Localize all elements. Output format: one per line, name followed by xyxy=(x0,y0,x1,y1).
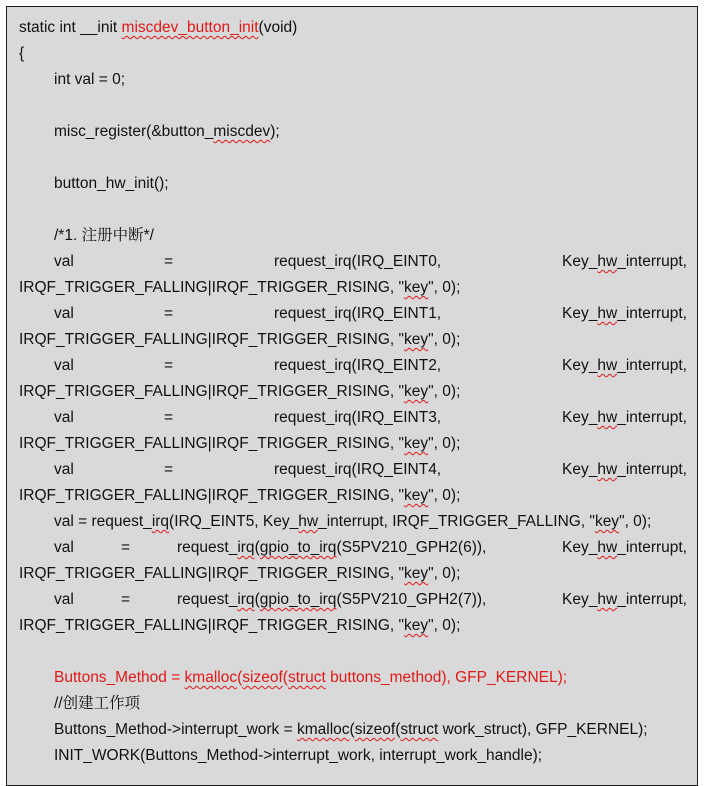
code-text: key xyxy=(404,617,429,634)
code-text: Key_ xyxy=(562,253,598,270)
code-text: _interrupt, xyxy=(617,357,687,374)
code-text: hw xyxy=(597,357,618,374)
code-text: static int __init xyxy=(19,19,122,36)
code-text: ( xyxy=(254,539,260,556)
code-text: ", 0); xyxy=(428,279,461,296)
code-text: ( xyxy=(254,591,260,608)
code-text: irq xyxy=(237,539,255,556)
code-line-misc-register xyxy=(54,119,280,145)
code-line-trigger-flags xyxy=(19,483,460,509)
code-text: (S5PV210_GPH2(6)), xyxy=(336,539,487,556)
code-line-val-decl: int val = 0; xyxy=(54,71,126,88)
code-text: hw xyxy=(298,513,319,530)
function-name: miscdev_button_init xyxy=(121,19,259,36)
code-text: hw xyxy=(597,305,618,322)
code-line-trigger-flags xyxy=(19,561,460,587)
code-text: _interrupt, xyxy=(617,409,687,426)
code-text: IRQF_TRIGGER_FALLING|IRQF_TRIGGER_RISING, " xyxy=(19,487,405,504)
code-text: key xyxy=(404,279,429,296)
code-text: (IRQ_EINT3, xyxy=(351,409,442,426)
code-line-request-irq xyxy=(274,457,441,483)
code-line-key-handler xyxy=(562,535,687,561)
code-line-val: val xyxy=(54,539,74,556)
code-text: request_ xyxy=(177,591,238,608)
code-text: IRQF_TRIGGER_FALLING|IRQF_TRIGGER_RISING, " xyxy=(19,279,405,296)
code-line-init-work: INIT_WORK(Buttons_Method->interrupt_work, interrupt_work_handle); xyxy=(54,747,543,764)
code-line-key-handler xyxy=(562,353,687,379)
code-text: IRQF_TRIGGER_FALLING|IRQF_TRIGGER_RISING, " xyxy=(19,383,405,400)
code-text: Key_ xyxy=(562,305,598,322)
code-text: Key_ xyxy=(562,539,598,556)
code-text: (void) xyxy=(258,19,298,36)
code-text: buttons_method), GFP_KERNEL); xyxy=(325,669,568,686)
code-text: request_irq xyxy=(274,409,352,426)
code-line-val: val xyxy=(54,305,74,322)
code-text: IRQF_TRIGGER_FALLING|IRQF_TRIGGER_RISING, " xyxy=(19,565,405,582)
code-text: hw xyxy=(597,461,618,478)
code-text: IRQF_TRIGGER_FALLING|IRQF_TRIGGER_RISING, " xyxy=(19,617,405,634)
code-text: Buttons_Method->interrupt_work = xyxy=(54,721,297,738)
code-text: hw xyxy=(597,539,618,556)
code-line-key-handler xyxy=(562,405,687,431)
code-text: request_ xyxy=(177,539,238,556)
code-line-val: val xyxy=(54,409,74,426)
code-text: ", 0); xyxy=(428,617,461,634)
code-text: hw xyxy=(597,409,618,426)
code-text: ( xyxy=(282,669,288,686)
code-text: (S5PV210_GPH2(7)), xyxy=(336,591,487,608)
code-text: ( xyxy=(237,669,243,686)
code-text: irq xyxy=(237,591,255,608)
code-text: ); xyxy=(270,123,280,140)
code-text: misc_register(&button_ xyxy=(54,123,214,140)
code-text: key xyxy=(594,513,620,530)
code-text: _interrupt, xyxy=(617,539,687,556)
code-line-eq: = xyxy=(121,539,131,556)
code-text: _interrupt, xyxy=(617,591,687,608)
code-text: gpio_to_irq xyxy=(259,591,337,608)
code-line-request-irq xyxy=(274,301,441,327)
code-text: Key_ xyxy=(562,357,598,374)
code-text: Key_ xyxy=(562,461,598,478)
code-text: (IRQ_EINT0, xyxy=(351,253,442,270)
code-line-request-irq xyxy=(274,405,441,431)
code-line-request-irq xyxy=(274,353,441,379)
code-line-trigger-flags xyxy=(19,431,460,457)
code-text: IRQF_TRIGGER_FALLING|IRQF_TRIGGER_RISING, " xyxy=(19,435,405,452)
code-line-eq: = xyxy=(164,409,174,426)
code-line-kmalloc-buttons-method xyxy=(54,665,567,691)
code-text: work_struct), GFP_KERNEL); xyxy=(438,721,648,738)
code-text: key xyxy=(404,435,429,452)
code-text: sizeof xyxy=(354,721,396,738)
code-line-open-brace: { xyxy=(19,45,25,62)
code-text: key xyxy=(404,565,429,582)
code-text: ", 0); xyxy=(428,383,461,400)
code-text: ( xyxy=(349,721,355,738)
code-line-key-handler xyxy=(562,587,687,613)
code-text: _interrupt, xyxy=(617,253,687,270)
code-text: ", 0); xyxy=(428,435,461,452)
code-text: irq xyxy=(151,513,170,530)
code-text: ", 0); xyxy=(619,513,652,530)
code-text: _interrupt, IRQF_TRIGGER_FALLING, " xyxy=(318,513,595,530)
code-text: ", 0); xyxy=(428,487,461,504)
code-text: _interrupt, xyxy=(617,461,687,478)
code-text: request_irq xyxy=(274,461,352,478)
code-line-hw-init: button_hw_init(); xyxy=(54,175,169,192)
code-text: key xyxy=(404,487,429,504)
code-line-request-irq-gpio xyxy=(177,587,486,613)
code-text: ", 0); xyxy=(428,565,461,582)
code-line-eq: = xyxy=(164,357,174,374)
code-text: ", 0); xyxy=(428,331,461,348)
code-line-key-handler xyxy=(562,301,687,327)
code-text: sizeof xyxy=(242,669,283,686)
code-text: request_irq xyxy=(274,253,352,270)
code-text: Buttons_Method = xyxy=(54,669,185,686)
code-text: val = request_ xyxy=(54,513,152,530)
code-text: key xyxy=(404,331,429,348)
code-text: _interrupt, xyxy=(617,305,687,322)
code-line-eq: = xyxy=(121,591,131,608)
code-text: (IRQ_EINT5, Key_ xyxy=(169,513,299,530)
code-text: hw xyxy=(597,253,618,270)
code-line-trigger-flags xyxy=(19,275,460,301)
code-text: kmalloc xyxy=(296,721,350,738)
code-line-trigger-flags xyxy=(19,379,460,405)
code-line-trigger-flags xyxy=(19,613,460,639)
code-line-key-handler xyxy=(562,457,687,483)
code-line-eq: = xyxy=(164,305,174,322)
code-comment-register-irq: /*1. 注册中断*/ xyxy=(54,227,154,244)
code-text: ( xyxy=(395,721,401,738)
code-line-request-irq xyxy=(274,249,441,275)
code-text: (IRQ_EINT2, xyxy=(351,357,442,374)
code-text: (IRQ_EINT4, xyxy=(351,461,442,478)
code-text: request_irq xyxy=(274,357,352,374)
code-text: hw xyxy=(597,591,618,608)
code-line-function-signature xyxy=(19,15,297,41)
code-line-trigger-flags xyxy=(19,327,460,353)
code-text: IRQF_TRIGGER_FALLING|IRQF_TRIGGER_RISING, " xyxy=(19,331,405,348)
code-line-val: val xyxy=(54,357,74,374)
code-text: gpio_to_irq xyxy=(259,539,337,556)
code-line-key-handler xyxy=(562,249,687,275)
code-line-request-irq-gpio xyxy=(177,535,486,561)
code-text: (IRQ_EINT1, xyxy=(351,305,442,322)
code-text: kmalloc xyxy=(184,669,238,686)
code-text: key xyxy=(404,383,429,400)
code-listing-box xyxy=(6,6,698,786)
code-text: Key_ xyxy=(562,409,598,426)
code-line-eq: = xyxy=(164,461,174,478)
code-text: struct xyxy=(287,669,326,686)
code-line-kmalloc-interrupt-work xyxy=(54,717,648,743)
code-text: Key_ xyxy=(562,591,598,608)
code-text: request_irq xyxy=(274,305,352,322)
code-text: struct xyxy=(400,721,439,738)
code-comment-create-work: //创建工作项 xyxy=(54,695,141,712)
code-line-val: val xyxy=(54,461,74,478)
code-line-eq: = xyxy=(164,253,174,270)
code-text: miscdev xyxy=(213,123,271,140)
code-line-eint5 xyxy=(54,509,651,535)
code-line-val: val xyxy=(54,253,74,270)
code-line-val: val xyxy=(54,591,74,608)
